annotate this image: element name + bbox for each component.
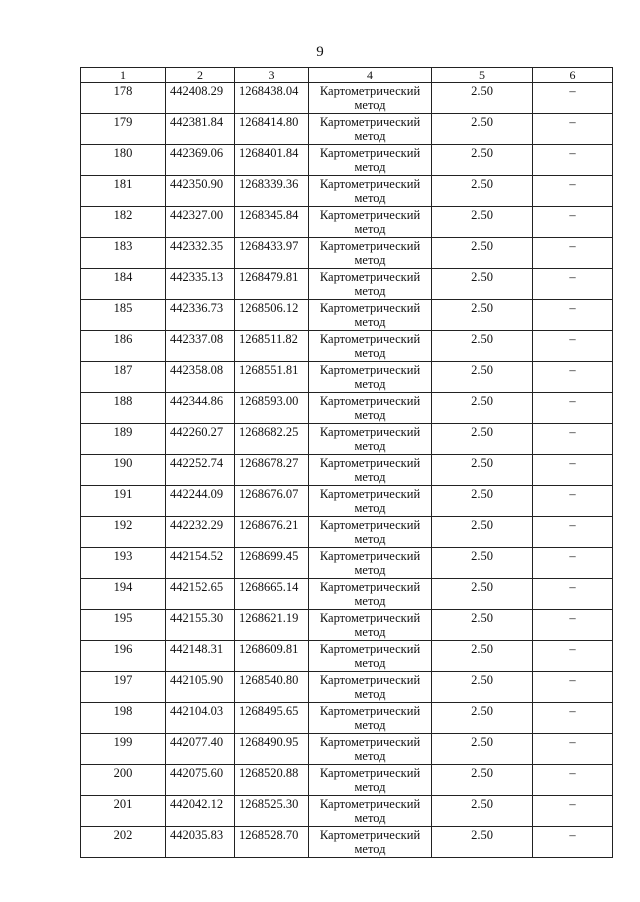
note-cell: –: [533, 796, 613, 827]
y-coordinate-cell: 1268490.95: [235, 734, 309, 765]
method-cell: Картометрический метод: [309, 176, 432, 207]
table-row: [81, 362, 613, 393]
y-coordinate-cell: 1268438.04: [235, 83, 309, 114]
x-coordinate-cell: 442035.83: [166, 827, 235, 858]
point-number-cell: 182: [81, 207, 166, 238]
table-row: [81, 610, 613, 641]
column-header: 6: [533, 68, 613, 83]
table-row: [81, 672, 613, 703]
method-cell: Картометрический метод: [309, 393, 432, 424]
note-cell: –: [533, 300, 613, 331]
method-cell: Картометрический метод: [309, 765, 432, 796]
x-coordinate-cell: 442327.00: [166, 207, 235, 238]
x-coordinate-cell: 442155.30: [166, 610, 235, 641]
note-cell: –: [533, 548, 613, 579]
note-cell: –: [533, 393, 613, 424]
x-coordinate-cell: 442350.90: [166, 176, 235, 207]
point-number-cell: 181: [81, 176, 166, 207]
table-row: [81, 548, 613, 579]
method-cell: Картометрический метод: [309, 796, 432, 827]
note-cell: –: [533, 672, 613, 703]
point-number-cell: 194: [81, 579, 166, 610]
accuracy-cell: 2.50: [432, 548, 533, 579]
x-coordinate-cell: 442104.03: [166, 703, 235, 734]
table-row: [81, 827, 613, 858]
x-coordinate-cell: 442075.60: [166, 765, 235, 796]
point-number-cell: 198: [81, 703, 166, 734]
table-header-row: [81, 68, 613, 83]
point-number-cell: 192: [81, 517, 166, 548]
method-cell: Картометрический метод: [309, 579, 432, 610]
y-coordinate-cell: 1268345.84: [235, 207, 309, 238]
accuracy-cell: 2.50: [432, 765, 533, 796]
y-coordinate-cell: 1268609.81: [235, 641, 309, 672]
y-coordinate-cell: 1268682.25: [235, 424, 309, 455]
method-cell: Картометрический метод: [309, 517, 432, 548]
accuracy-cell: 2.50: [432, 455, 533, 486]
note-cell: –: [533, 703, 613, 734]
note-cell: –: [533, 176, 613, 207]
table-row: [81, 734, 613, 765]
accuracy-cell: 2.50: [432, 517, 533, 548]
point-number-cell: 187: [81, 362, 166, 393]
x-coordinate-cell: 442148.31: [166, 641, 235, 672]
table-row: [81, 703, 613, 734]
y-coordinate-cell: 1268520.88: [235, 765, 309, 796]
note-cell: –: [533, 145, 613, 176]
table-row: [81, 641, 613, 672]
method-cell: Картометрический метод: [309, 145, 432, 176]
y-coordinate-cell: 1268551.81: [235, 362, 309, 393]
table-row: [81, 300, 613, 331]
accuracy-cell: 2.50: [432, 579, 533, 610]
accuracy-cell: 2.50: [432, 238, 533, 269]
y-coordinate-cell: 1268401.84: [235, 145, 309, 176]
point-number-cell: 178: [81, 83, 166, 114]
y-coordinate-cell: 1268479.81: [235, 269, 309, 300]
method-cell: Картометрический метод: [309, 641, 432, 672]
y-coordinate-cell: 1268495.65: [235, 703, 309, 734]
method-cell: Картометрический метод: [309, 672, 432, 703]
note-cell: –: [533, 424, 613, 455]
coordinates-table: [80, 67, 613, 858]
accuracy-cell: 2.50: [432, 393, 533, 424]
x-coordinate-cell: 442042.12: [166, 796, 235, 827]
point-number-cell: 183: [81, 238, 166, 269]
accuracy-cell: 2.50: [432, 672, 533, 703]
point-number-cell: 180: [81, 145, 166, 176]
method-cell: Картометрический метод: [309, 734, 432, 765]
accuracy-cell: 2.50: [432, 424, 533, 455]
method-cell: Картометрический метод: [309, 207, 432, 238]
y-coordinate-cell: 1268621.19: [235, 610, 309, 641]
table-row: [81, 238, 613, 269]
y-coordinate-cell: 1268540.80: [235, 672, 309, 703]
y-coordinate-cell: 1268665.14: [235, 579, 309, 610]
accuracy-cell: 2.50: [432, 114, 533, 145]
accuracy-cell: 2.50: [432, 207, 533, 238]
accuracy-cell: 2.50: [432, 610, 533, 641]
point-number-cell: 185: [81, 300, 166, 331]
x-coordinate-cell: 442105.90: [166, 672, 235, 703]
note-cell: –: [533, 331, 613, 362]
method-cell: Картометрический метод: [309, 269, 432, 300]
point-number-cell: 200: [81, 765, 166, 796]
method-cell: Картометрический метод: [309, 548, 432, 579]
table-body: [81, 83, 613, 858]
y-coordinate-cell: 1268678.27: [235, 455, 309, 486]
y-coordinate-cell: 1268676.21: [235, 517, 309, 548]
column-header: 4: [309, 68, 432, 83]
point-number-cell: 202: [81, 827, 166, 858]
x-coordinate-cell: 442369.06: [166, 145, 235, 176]
x-coordinate-cell: 442077.40: [166, 734, 235, 765]
note-cell: –: [533, 114, 613, 145]
table-row: [81, 176, 613, 207]
note-cell: –: [533, 83, 613, 114]
column-header: 1: [81, 68, 166, 83]
method-cell: Картометрический метод: [309, 486, 432, 517]
table-row: [81, 424, 613, 455]
method-cell: Картометрический метод: [309, 610, 432, 641]
note-cell: –: [533, 269, 613, 300]
point-number-cell: 190: [81, 455, 166, 486]
x-coordinate-cell: 442408.29: [166, 83, 235, 114]
accuracy-cell: 2.50: [432, 83, 533, 114]
y-coordinate-cell: 1268511.82: [235, 331, 309, 362]
y-coordinate-cell: 1268506.12: [235, 300, 309, 331]
note-cell: –: [533, 827, 613, 858]
table-row: [81, 393, 613, 424]
column-header: 5: [432, 68, 533, 83]
x-coordinate-cell: 442154.52: [166, 548, 235, 579]
accuracy-cell: 2.50: [432, 486, 533, 517]
point-number-cell: 201: [81, 796, 166, 827]
table-row: [81, 331, 613, 362]
y-coordinate-cell: 1268528.70: [235, 827, 309, 858]
column-header: 3: [235, 68, 309, 83]
note-cell: –: [533, 207, 613, 238]
accuracy-cell: 2.50: [432, 176, 533, 207]
note-cell: –: [533, 610, 613, 641]
point-number-cell: 188: [81, 393, 166, 424]
table-row: [81, 579, 613, 610]
accuracy-cell: 2.50: [432, 145, 533, 176]
point-number-cell: 199: [81, 734, 166, 765]
method-cell: Картометрический метод: [309, 114, 432, 145]
accuracy-cell: 2.50: [432, 734, 533, 765]
method-cell: Картометрический метод: [309, 703, 432, 734]
note-cell: –: [533, 734, 613, 765]
table-row: [81, 207, 613, 238]
accuracy-cell: 2.50: [432, 269, 533, 300]
table-row: [81, 517, 613, 548]
accuracy-cell: 2.50: [432, 703, 533, 734]
x-coordinate-cell: 442152.65: [166, 579, 235, 610]
accuracy-cell: 2.50: [432, 362, 533, 393]
y-coordinate-cell: 1268699.45: [235, 548, 309, 579]
note-cell: –: [533, 362, 613, 393]
table-row: [81, 796, 613, 827]
point-number-cell: 191: [81, 486, 166, 517]
table-row: [81, 765, 613, 796]
note-cell: –: [533, 486, 613, 517]
note-cell: –: [533, 765, 613, 796]
method-cell: Картометрический метод: [309, 331, 432, 362]
method-cell: Картометрический метод: [309, 83, 432, 114]
table-row: [81, 269, 613, 300]
page-number: 9: [316, 44, 324, 60]
accuracy-cell: 2.50: [432, 300, 533, 331]
method-cell: Картометрический метод: [309, 424, 432, 455]
table-row: [81, 486, 613, 517]
y-coordinate-cell: 1268525.30: [235, 796, 309, 827]
point-number-cell: 184: [81, 269, 166, 300]
x-coordinate-cell: 442252.74: [166, 455, 235, 486]
point-number-cell: 196: [81, 641, 166, 672]
point-number-cell: 195: [81, 610, 166, 641]
point-number-cell: 179: [81, 114, 166, 145]
point-number-cell: 186: [81, 331, 166, 362]
x-coordinate-cell: 442260.27: [166, 424, 235, 455]
x-coordinate-cell: 442344.86: [166, 393, 235, 424]
point-number-cell: 189: [81, 424, 166, 455]
x-coordinate-cell: 442232.29: [166, 517, 235, 548]
accuracy-cell: 2.50: [432, 641, 533, 672]
y-coordinate-cell: 1268593.00: [235, 393, 309, 424]
x-coordinate-cell: 442337.08: [166, 331, 235, 362]
y-coordinate-cell: 1268339.36: [235, 176, 309, 207]
point-number-cell: 193: [81, 548, 166, 579]
x-coordinate-cell: 442244.09: [166, 486, 235, 517]
point-number-cell: 197: [81, 672, 166, 703]
method-cell: Картометрический метод: [309, 238, 432, 269]
method-cell: Картометрический метод: [309, 362, 432, 393]
note-cell: –: [533, 455, 613, 486]
x-coordinate-cell: 442336.73: [166, 300, 235, 331]
y-coordinate-cell: 1268433.97: [235, 238, 309, 269]
table-row: [81, 83, 613, 114]
x-coordinate-cell: 442335.13: [166, 269, 235, 300]
table-row: [81, 455, 613, 486]
note-cell: –: [533, 238, 613, 269]
note-cell: –: [533, 579, 613, 610]
x-coordinate-cell: 442332.35: [166, 238, 235, 269]
method-cell: Картометрический метод: [309, 455, 432, 486]
note-cell: –: [533, 641, 613, 672]
method-cell: Картометрический метод: [309, 300, 432, 331]
method-cell: Картометрический метод: [309, 827, 432, 858]
column-header: 2: [166, 68, 235, 83]
note-cell: –: [533, 517, 613, 548]
accuracy-cell: 2.50: [432, 827, 533, 858]
x-coordinate-cell: 442381.84: [166, 114, 235, 145]
accuracy-cell: 2.50: [432, 331, 533, 362]
y-coordinate-cell: 1268676.07: [235, 486, 309, 517]
y-coordinate-cell: 1268414.80: [235, 114, 309, 145]
accuracy-cell: 2.50: [432, 796, 533, 827]
table-row: [81, 114, 613, 145]
table-row: [81, 145, 613, 176]
x-coordinate-cell: 442358.08: [166, 362, 235, 393]
